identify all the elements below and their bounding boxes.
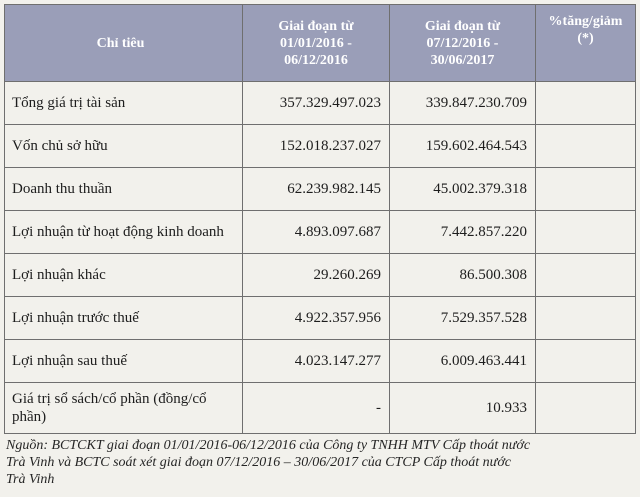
header-change-line-2: (*) [577, 31, 594, 46]
table-row [5, 82, 636, 125]
row-value-period-1: 357.329.497.023 [243, 82, 390, 125]
row-label: Vốn chủ sở hữu [5, 125, 243, 168]
table-row [5, 125, 636, 168]
row-label: Lợi nhuận khác [5, 254, 243, 297]
header-period-2-line-3: 30/06/2017 [430, 52, 495, 68]
table-header [5, 5, 636, 82]
row-label [5, 383, 243, 434]
header-row [5, 5, 636, 82]
row-label: Lợi nhuận trước thuế [5, 297, 243, 340]
row-value-change [536, 383, 636, 434]
row-value-period-1: 4.023.147.277 [243, 340, 390, 383]
table-row [5, 297, 636, 340]
header-period-2-line-2: 07/12/2016 - [426, 35, 499, 51]
row-value-period-1: 62.239.982.145 [243, 168, 390, 211]
row-value-period-1: 4.893.097.687 [243, 211, 390, 254]
row-value-change [536, 125, 636, 168]
row-value-period-1: - [243, 383, 390, 434]
header-period-1-line-3: 06/12/2016 [284, 52, 348, 68]
header-period-1-line-1: Giai đoạn từ [278, 18, 354, 34]
table-body [5, 82, 636, 434]
row-label: Lợi nhuận sau thuế [5, 340, 243, 383]
header-indicator: Chỉ tiêu [5, 5, 243, 82]
row-value-period-2: 7.529.357.528 [390, 297, 536, 340]
source-note-line-1: Nguồn: BCTCKT giai đoạn 01/01/2016-06/12/2016 của Công ty TNHH MTV Cấp thoát nước [6, 438, 531, 453]
source-note-line-3: Trà Vinh [6, 472, 55, 487]
row-value-change [536, 168, 636, 211]
header-change [536, 5, 636, 82]
table-row [5, 383, 636, 434]
row-value-change [536, 211, 636, 254]
header-period-2-line-1: Giai đoạn từ [424, 18, 501, 34]
row-value-period-2: 7.442.857.220 [390, 211, 536, 254]
table-row [5, 168, 636, 211]
header-change-line-1: %tăng/giảm [548, 14, 623, 29]
row-value-period-2: 86.500.308 [390, 254, 536, 297]
row-value-period-2: 6.009.463.441 [390, 340, 536, 383]
header-period-1-line-2: 01/01/2016 - [280, 35, 352, 51]
row-label-line-1: Giá trị sổ sách/cổ phần (đồng/cổ [12, 391, 207, 407]
row-value-period-2: 339.847.230.709 [390, 82, 536, 125]
row-value-period-1: 4.922.357.956 [243, 297, 390, 340]
table-row [5, 340, 636, 383]
row-value-period-1: 29.260.269 [243, 254, 390, 297]
row-label: Tổng giá trị tài sản [5, 82, 243, 125]
financial-table [4, 4, 636, 434]
row-value-period-1: 152.018.237.027 [243, 125, 390, 168]
source-note [6, 437, 626, 488]
row-label-line-2: phần) [12, 409, 47, 425]
header-period-2 [390, 5, 536, 82]
row-value-change [536, 340, 636, 383]
table-row [5, 254, 636, 297]
source-note-line-2: Trà Vinh và BCTC soát xét giai đoạn 07/12/2016 – 30/06/2017 của CTCP Cấp thoát nước [6, 455, 511, 470]
row-value-change [536, 297, 636, 340]
table-row [5, 211, 636, 254]
row-value-change [536, 82, 636, 125]
row-value-period-2: 159.602.464.543 [390, 125, 536, 168]
row-label: Lợi nhuận từ hoạt động kinh doanh [5, 211, 243, 254]
row-value-period-2: 45.002.379.318 [390, 168, 536, 211]
row-value-period-2: 10.933 [390, 383, 536, 434]
row-label: Doanh thu thuần [5, 168, 243, 211]
row-value-change [536, 254, 636, 297]
header-period-1 [243, 5, 390, 82]
